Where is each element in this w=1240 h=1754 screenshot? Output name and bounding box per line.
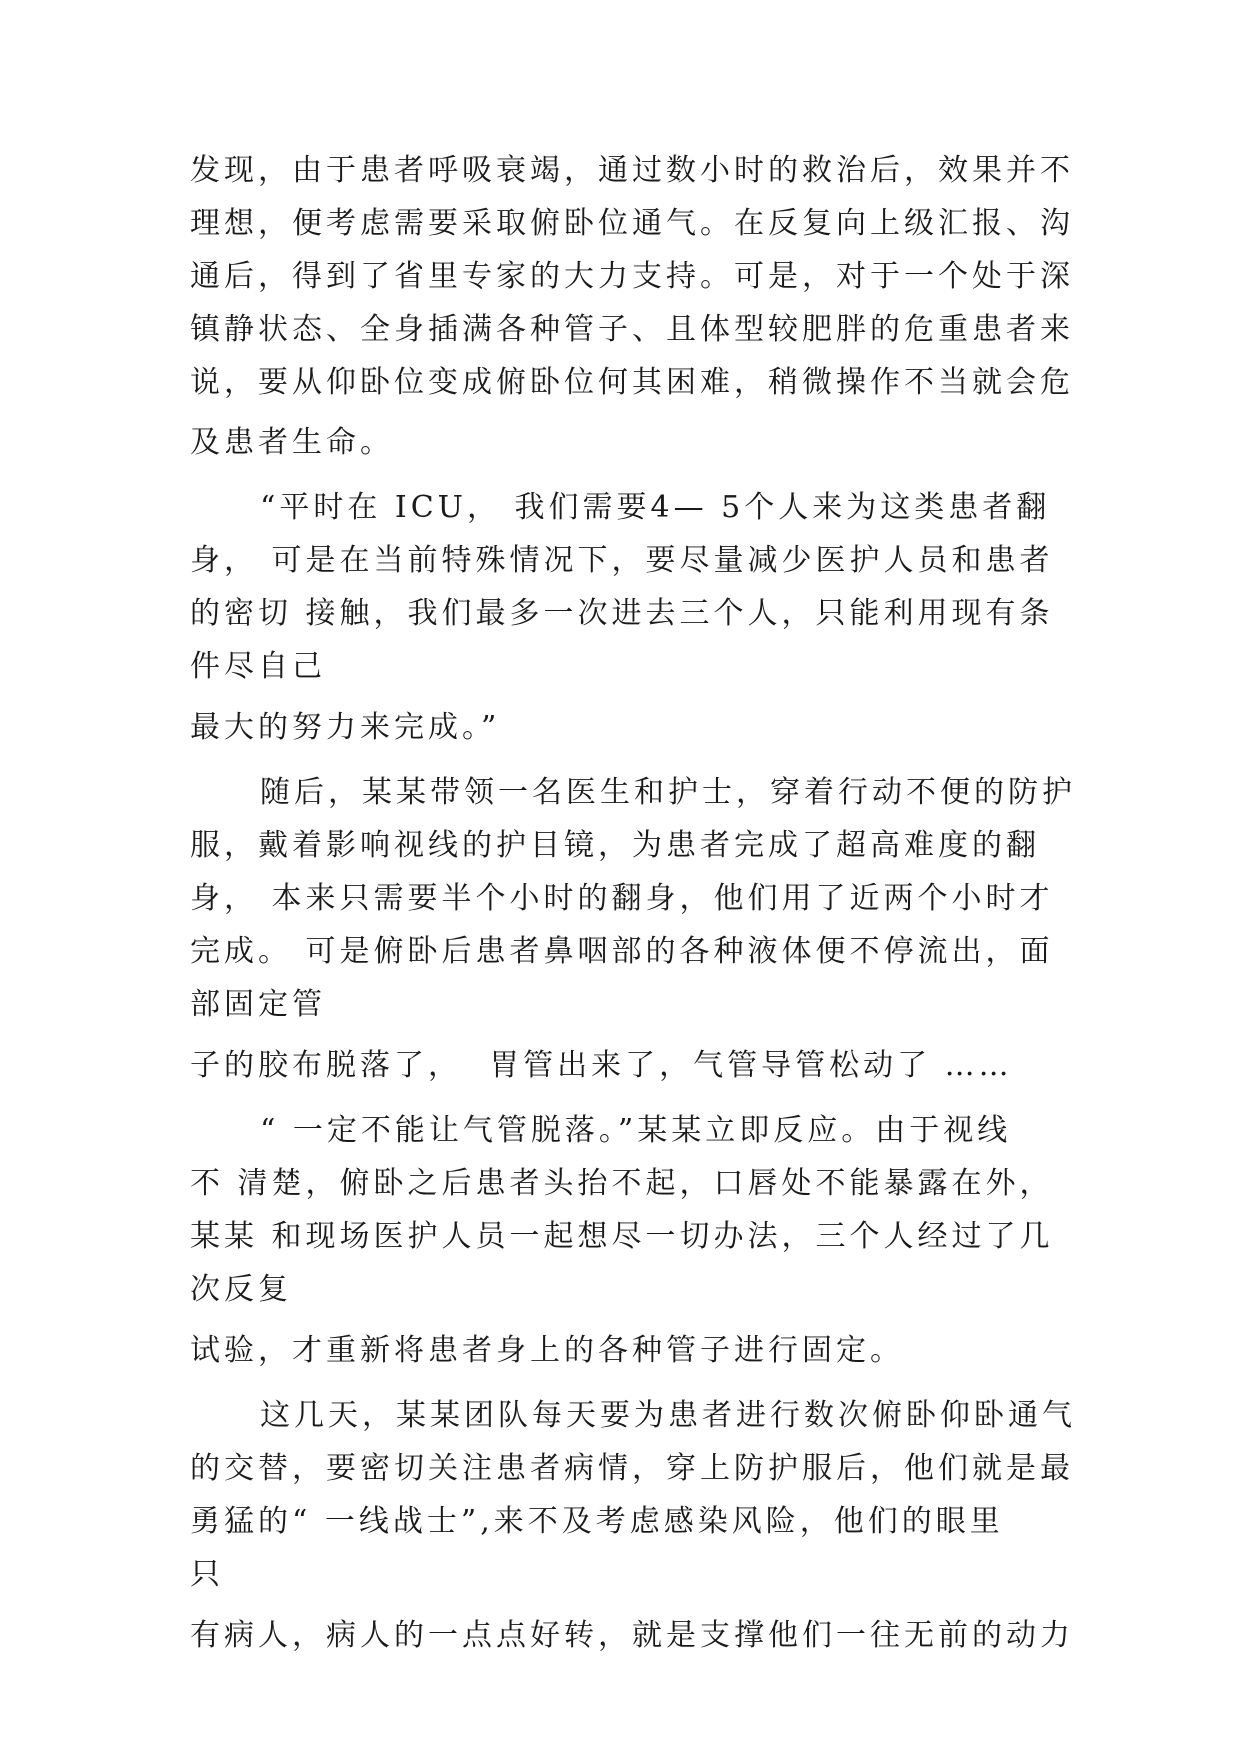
paragraph-first-line: “ 一定不能让气管脱落。”某某立即反应。由于视线 (260, 1113, 1012, 1148)
text-line: 说，要从仰卧位变成俯卧位何其困难，稍微操作不当就会危 (190, 365, 1074, 400)
paragraph-first-line: 随后，某某带领一名医生和护士，穿着行动不便的防护 (260, 775, 1076, 810)
text-line: 发现，由于患者呼吸衰竭，通过数小时的救治后，效果并不 (190, 153, 1074, 188)
paragraph-first-line: “平时在 ICU， 我们需要4— 5个人来为这类患者翻 (260, 490, 1051, 525)
text-line: 镇静状态、全身插满各种管子、且体型较肥胖的危重患者来 (190, 312, 1074, 347)
text-line: 的交替，要密切关注患者病情，穿上防护服后，他们就是最 (190, 1451, 1074, 1486)
text-line: 及患者生命。 (190, 425, 394, 460)
text-line: 服，戴着影响视线的护目镜，为患者完成了超高难度的翻 (190, 828, 1040, 863)
paragraph-first-line: 这几天，某某团队每天要为患者进行数次俯卧仰卧通气 (260, 1398, 1076, 1433)
text-line: 只 (190, 1557, 224, 1592)
text-line: 次反复 (190, 1272, 292, 1307)
text-line: 身， 本来只需要半个小时的翻身，他们用了近两个小时才 (190, 881, 1054, 916)
text-line: 某某 和现场医护人员一起想尽一切办法，三个人经过了几 (190, 1219, 1054, 1254)
text-line: 勇猛的“ 一线战士”,来不及考虑感染风险，他们的眼里 (190, 1504, 1004, 1539)
text-line: 试验，才重新将患者身上的各种管子进行固定。 (190, 1333, 904, 1368)
text-line: 身， 可是在当前特殊情况下，要尽量减少医护人员和患者 (190, 543, 1054, 578)
text-line: 子的胶布脱落了， 胃管出来了，气管导管松动了 …… (190, 1048, 1013, 1083)
text-line: 的密切 接触，我们最多一次进去三个人，只能利用现有条 (190, 596, 1054, 631)
text-line: 不 清楚，俯卧之后患者头抬不起，口唇处不能暴露在外， (190, 1166, 1054, 1201)
text-line: 理想，便考虑需要采取俯卧位通气。在反复向上级汇报、沟 (190, 206, 1074, 241)
text-line: 有病人，病人的一点点好转，就是支撑他们一往无前的动力 (190, 1618, 1074, 1653)
text-line: 最大的努力来完成。” (190, 710, 501, 745)
text-line: 通后，得到了省里专家的大力支持。可是，对于一个处于深 (190, 259, 1074, 294)
text-line: 完成。 可是俯卧后患者鼻咽部的各种液体便不停流出，面 (190, 934, 1054, 969)
text-line: 部固定管 (190, 987, 326, 1022)
text-line: 件尽自己 (190, 649, 326, 684)
